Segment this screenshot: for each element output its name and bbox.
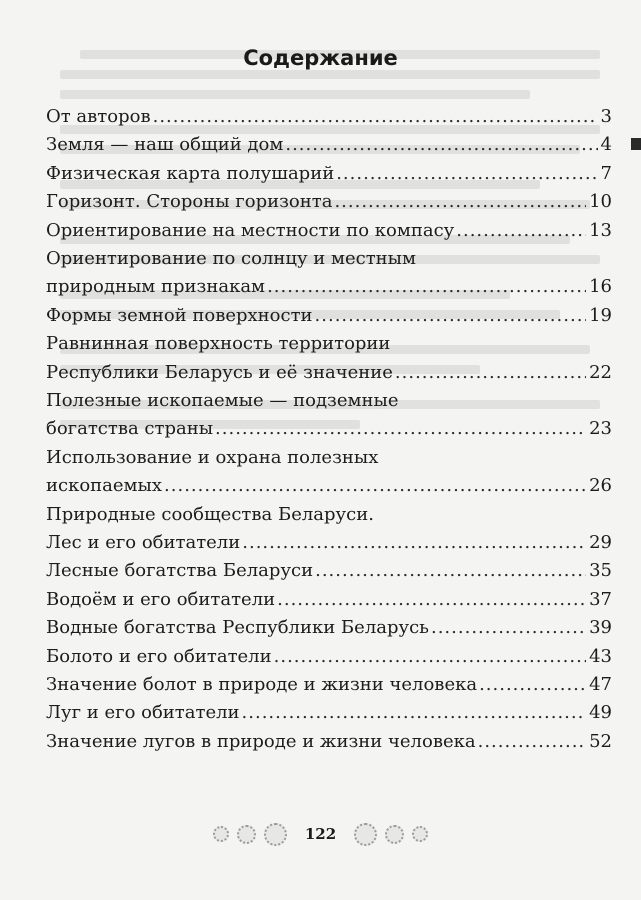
dot-leader — [267, 274, 586, 300]
toc-entry — [46, 299, 612, 329]
toc-entry-line — [46, 242, 612, 272]
toc-entry — [46, 469, 612, 499]
toc-entry-page-number: 22 — [589, 361, 612, 383]
toc-entry — [46, 100, 612, 130]
dot-leader — [164, 473, 586, 499]
toc-entry-title: Ориентирование по солнцу и местным — [46, 248, 417, 269]
toc-entry-title: Формы земной поверхности — [46, 304, 313, 326]
decorative-circle-icon — [264, 823, 287, 846]
dot-leader — [431, 615, 586, 641]
toc-entry-page-number: 13 — [589, 219, 612, 241]
dot-leader — [215, 416, 586, 442]
toc-entry — [46, 696, 612, 726]
dot-leader — [315, 303, 587, 329]
page-title: Содержание — [243, 46, 398, 70]
dot-leader — [395, 360, 586, 386]
decorative-circle-icon — [385, 825, 404, 844]
toc-entry — [46, 214, 612, 244]
toc-entry-title: Природные сообщества Беларуси. — [46, 503, 374, 525]
dot-leader — [336, 161, 597, 187]
toc-entry-title: Лес и его обитатели — [46, 532, 241, 553]
page-footer — [0, 818, 641, 850]
toc-entry — [46, 640, 612, 670]
toc-entry-page-number: 43 — [589, 645, 612, 667]
toc-entry-line — [46, 498, 612, 528]
toc-entry-page-number: 23 — [589, 418, 612, 440]
dot-leader — [242, 700, 587, 726]
toc-entry-title: Республики Беларусь и её значение — [46, 361, 393, 383]
toc-entry-title: Физическая карта полушарий — [46, 162, 335, 184]
toc-entry-line — [46, 327, 612, 357]
toc-entry-title: Луг и его обитатели — [46, 702, 240, 724]
toc-entry-title: Ориентирование на местности по компасу — [46, 219, 455, 241]
toc-entry-page-number: 3 — [600, 106, 612, 127]
dot-leader — [478, 729, 586, 755]
toc-entry-page-number: 35 — [589, 560, 612, 582]
toc-entry — [46, 526, 612, 556]
toc-entry-line — [46, 441, 612, 471]
toc-entry — [46, 128, 612, 158]
toc-entry-page-number: 26 — [589, 475, 612, 497]
toc-entry-page-number: 10 — [589, 191, 612, 213]
toc-entry-title: Лесные богатства Беларуси — [46, 560, 314, 582]
toc-entry-page-number: 16 — [589, 276, 612, 298]
toc-entry — [46, 725, 612, 755]
toc-entry-page-number: 29 — [589, 532, 612, 553]
toc-entry-title: Значение лугов в природе и жизни человека — [46, 730, 476, 752]
toc-entry-title: Полезные ископаемые — подземные — [46, 390, 399, 411]
toc-entry-page-number: 47 — [589, 674, 612, 695]
dot-leader — [153, 104, 598, 130]
toc-entry-title: природным признакам — [46, 276, 266, 298]
toc-entry-line — [46, 384, 612, 414]
toc-entry-title: Земля — наш общий дом — [46, 134, 284, 156]
dot-leader — [334, 189, 586, 215]
dot-leader — [274, 644, 586, 670]
toc-entry-page-number: 49 — [589, 702, 612, 724]
toc-entry-page-number: 52 — [589, 730, 612, 752]
dot-leader — [456, 218, 586, 244]
toc-entry-title: богатства страны — [46, 418, 214, 440]
toc-entry — [46, 611, 612, 641]
toc-entry — [46, 185, 612, 215]
toc-entry-page-number: 19 — [589, 304, 612, 326]
page-number: 122 — [304, 825, 337, 843]
toc-entry-title: Водоём и его обитатели — [46, 588, 276, 610]
toc-entry-page-number: 39 — [589, 617, 612, 639]
toc-entry — [46, 356, 612, 386]
toc-entry — [46, 668, 612, 698]
toc-entry — [46, 412, 612, 442]
dot-leader — [242, 530, 586, 556]
decorative-circle-icon — [213, 826, 229, 842]
toc-entry — [46, 583, 612, 613]
toc-entry-title: Горизонт. Стороны горизонта — [46, 191, 333, 213]
toc-entry-title: Использование и охрана полезных — [46, 446, 379, 468]
dot-leader — [479, 672, 586, 698]
dot-leader — [277, 587, 586, 613]
toc-entry-title: Значение болот в природе и жизни человека — [46, 674, 478, 695]
decorative-circle-icon — [354, 823, 377, 846]
toc-entry-page-number: 7 — [600, 162, 612, 184]
toc-entry-page-number: 4 — [600, 134, 612, 156]
toc-entry-title: От авторов — [46, 106, 151, 127]
toc-entry — [46, 554, 612, 584]
dot-leader — [315, 558, 586, 584]
toc-entry-page-number: 37 — [589, 588, 612, 610]
toc-entry — [46, 157, 612, 187]
toc-entry — [46, 270, 612, 300]
decorative-circle-icon — [412, 826, 428, 842]
decorative-circle-icon — [237, 825, 256, 844]
toc-entry-title: Болото и его обитатели — [46, 645, 272, 667]
toc-entry-title: Равнинная поверхность территории — [46, 333, 391, 355]
dot-leader — [285, 132, 597, 158]
toc-entry-title: Водные богатства Республики Беларусь — [46, 617, 429, 639]
toc-entry-title: ископаемых — [46, 475, 163, 497]
